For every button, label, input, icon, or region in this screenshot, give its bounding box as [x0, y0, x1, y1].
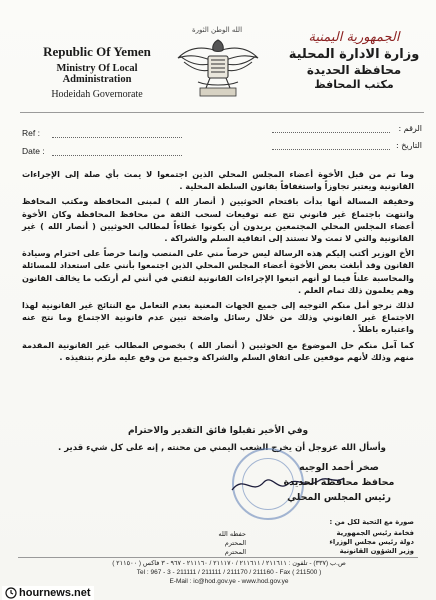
- copies-honorifics: [156, 530, 246, 557]
- date-label-ar: التاريخ :: [395, 141, 422, 150]
- body-paragraph: لذلك نرجو أمل منكم التوجيه إلى جميع الجهات المعنية بعدم التعامل مع النتائج غير القانونية لهذا الاجتماع غير القانوني وذلك من خلال رسائل واضحة تبين عدم قانونية الاجتماع وما نتج عنه واعتباره باطلاً .: [22, 300, 414, 335]
- body-paragraph: الأخ الوزير أكتب إليكم هذه الرسالة ليس حرصاً مني على المنصب وإنما حرصاً على احترام وسيادة القانون وقد أبلغت بعض الأخوة أعضاء المجلس المحلي الذين اجتمعوا بأنني على استعداد للمسائلة والمحاسبة علناً فيما لو أنهم اتبعوا الإجراءات القانونية لثقتي في أنني لم أرتكب ما يخالف القانون وهم يعلمون ذلك تمام العلم .: [22, 248, 414, 295]
- date-line-ar: [272, 141, 390, 150]
- prayer-line: وأسأل الله عزوجل أن يخرج الشعب اليمني من محنته , إنه على كل شيء قدير .: [58, 443, 386, 453]
- copies-item: فخامة رئيس الجمهورية: [336, 529, 414, 537]
- copies-item: وزير الشؤون القانونية: [339, 547, 414, 555]
- ref-line-en: [52, 129, 182, 138]
- signatory-name: صخر أحمد الوجيه: [299, 462, 379, 473]
- honorific: المحترم: [224, 539, 246, 547]
- date-label-en: Date :: [22, 146, 45, 156]
- footer-divider: [18, 557, 418, 558]
- country-name-ar: الجمهورية اليمنية: [308, 30, 400, 45]
- ref-label-en: Ref :: [22, 128, 40, 138]
- ref-label-ar: الرقم :: [398, 124, 422, 133]
- honorific: حفظه الله: [218, 530, 246, 538]
- copies-list: [264, 518, 414, 556]
- ref-date-fields-en: [22, 128, 182, 164]
- body-paragraph: وحقيقة المسالة أنها بدأت باقتحام الحوثيين ( أنصار الله ) لمبنى المحافظة ومكتب المحافظ وانتهت باجتماع غير قانوني تتج عنه توقيعات لسحب الثقة من محافظ المحافظة وكان الأخوة أعضاء المجلس المحلي المجتمعين يريدون أن يكونوا غطاءاً لمطالب الحوثيين ( أنصار الله ) غير القانونية والتي لا تمت ولا تستند إلى اتفاقية السلم والشراكة .: [22, 196, 414, 244]
- footer-email: E-Mail : ic@hod.gov.ye - www.hod.gov.ye: [169, 578, 289, 585]
- header-english: [22, 44, 172, 100]
- body-paragraph: كما آمل منكم حل الموضوع مع الحوثيين ( أنصار الله ) بخصوص المطالب غير القانونية المقدمة منهم وذلك لأنهم موقعين على اتفاق السلم والشراكة وجميع من وقع عليه ملزم بتنفيذه .: [22, 339, 414, 362]
- clock-icon: [5, 587, 17, 599]
- watermark-text: hournews.net: [19, 587, 91, 599]
- office-name-ar: مكتب المحافظ: [314, 78, 394, 91]
- honorific: المحترم: [224, 548, 246, 556]
- signatory-role: رئيس المجلس المحلي: [287, 492, 391, 503]
- footer-contact: [34, 559, 424, 586]
- signatory-title: محافظ محافظة الحديدة: [283, 477, 395, 488]
- copies-item: دولة رئيس مجلس الوزراء: [329, 538, 414, 546]
- ref-line-ar: [272, 124, 390, 133]
- closing-line: وفي الأخير تقبلوا فائق التقدير والاحترام: [127, 426, 309, 436]
- yemen-eagle-emblem-icon: [170, 24, 266, 104]
- country-name-en: Republic Of Yemen: [43, 44, 151, 59]
- footer-english: Tel : 967 - 3 - 211111 / 211111 / 211170 / 211160 - Fax ( 211500 ): [136, 569, 322, 576]
- header-arabic: [284, 30, 424, 91]
- watermark: [2, 586, 94, 600]
- ministry-name-ar: وزارة الادارة المحلية: [288, 47, 420, 62]
- copies-title: صورة مع التحية لكل من :: [329, 518, 414, 526]
- date-line-en: [52, 147, 182, 156]
- header-divider: [20, 112, 424, 113]
- letter-body: [22, 168, 414, 366]
- ref-date-fields-ar: [272, 124, 422, 158]
- body-paragraph: وما تم من قبل الأخوة أعضاء المجلس المحلي الذين اجتمعوا لا يمت بأي صلة إلى الإجراءات القانونية ويعتبر تجاوزاً واستغفافاً بقانون السلطة المحلية .: [22, 169, 414, 192]
- governorate-name-en: Hodeidah Governorate: [51, 89, 143, 100]
- emblem-slogan: الله الوطن الثورة: [191, 26, 243, 34]
- footer-arabic: ص.ب (٣٣٧) - تلفون : ٢١١٦١١ / ٢١١٦١١ / ٢١١١٧٠ / ٢١١١٦٠ - ٩٦٧ - ٣ فاكس ( ٢١١٥٠٠ ): [112, 560, 346, 567]
- ministry-name-en: Ministry Of Local Administration: [56, 63, 138, 85]
- governorate-name-ar: محافظة الحديدة: [306, 63, 402, 77]
- signature-block: [264, 460, 414, 505]
